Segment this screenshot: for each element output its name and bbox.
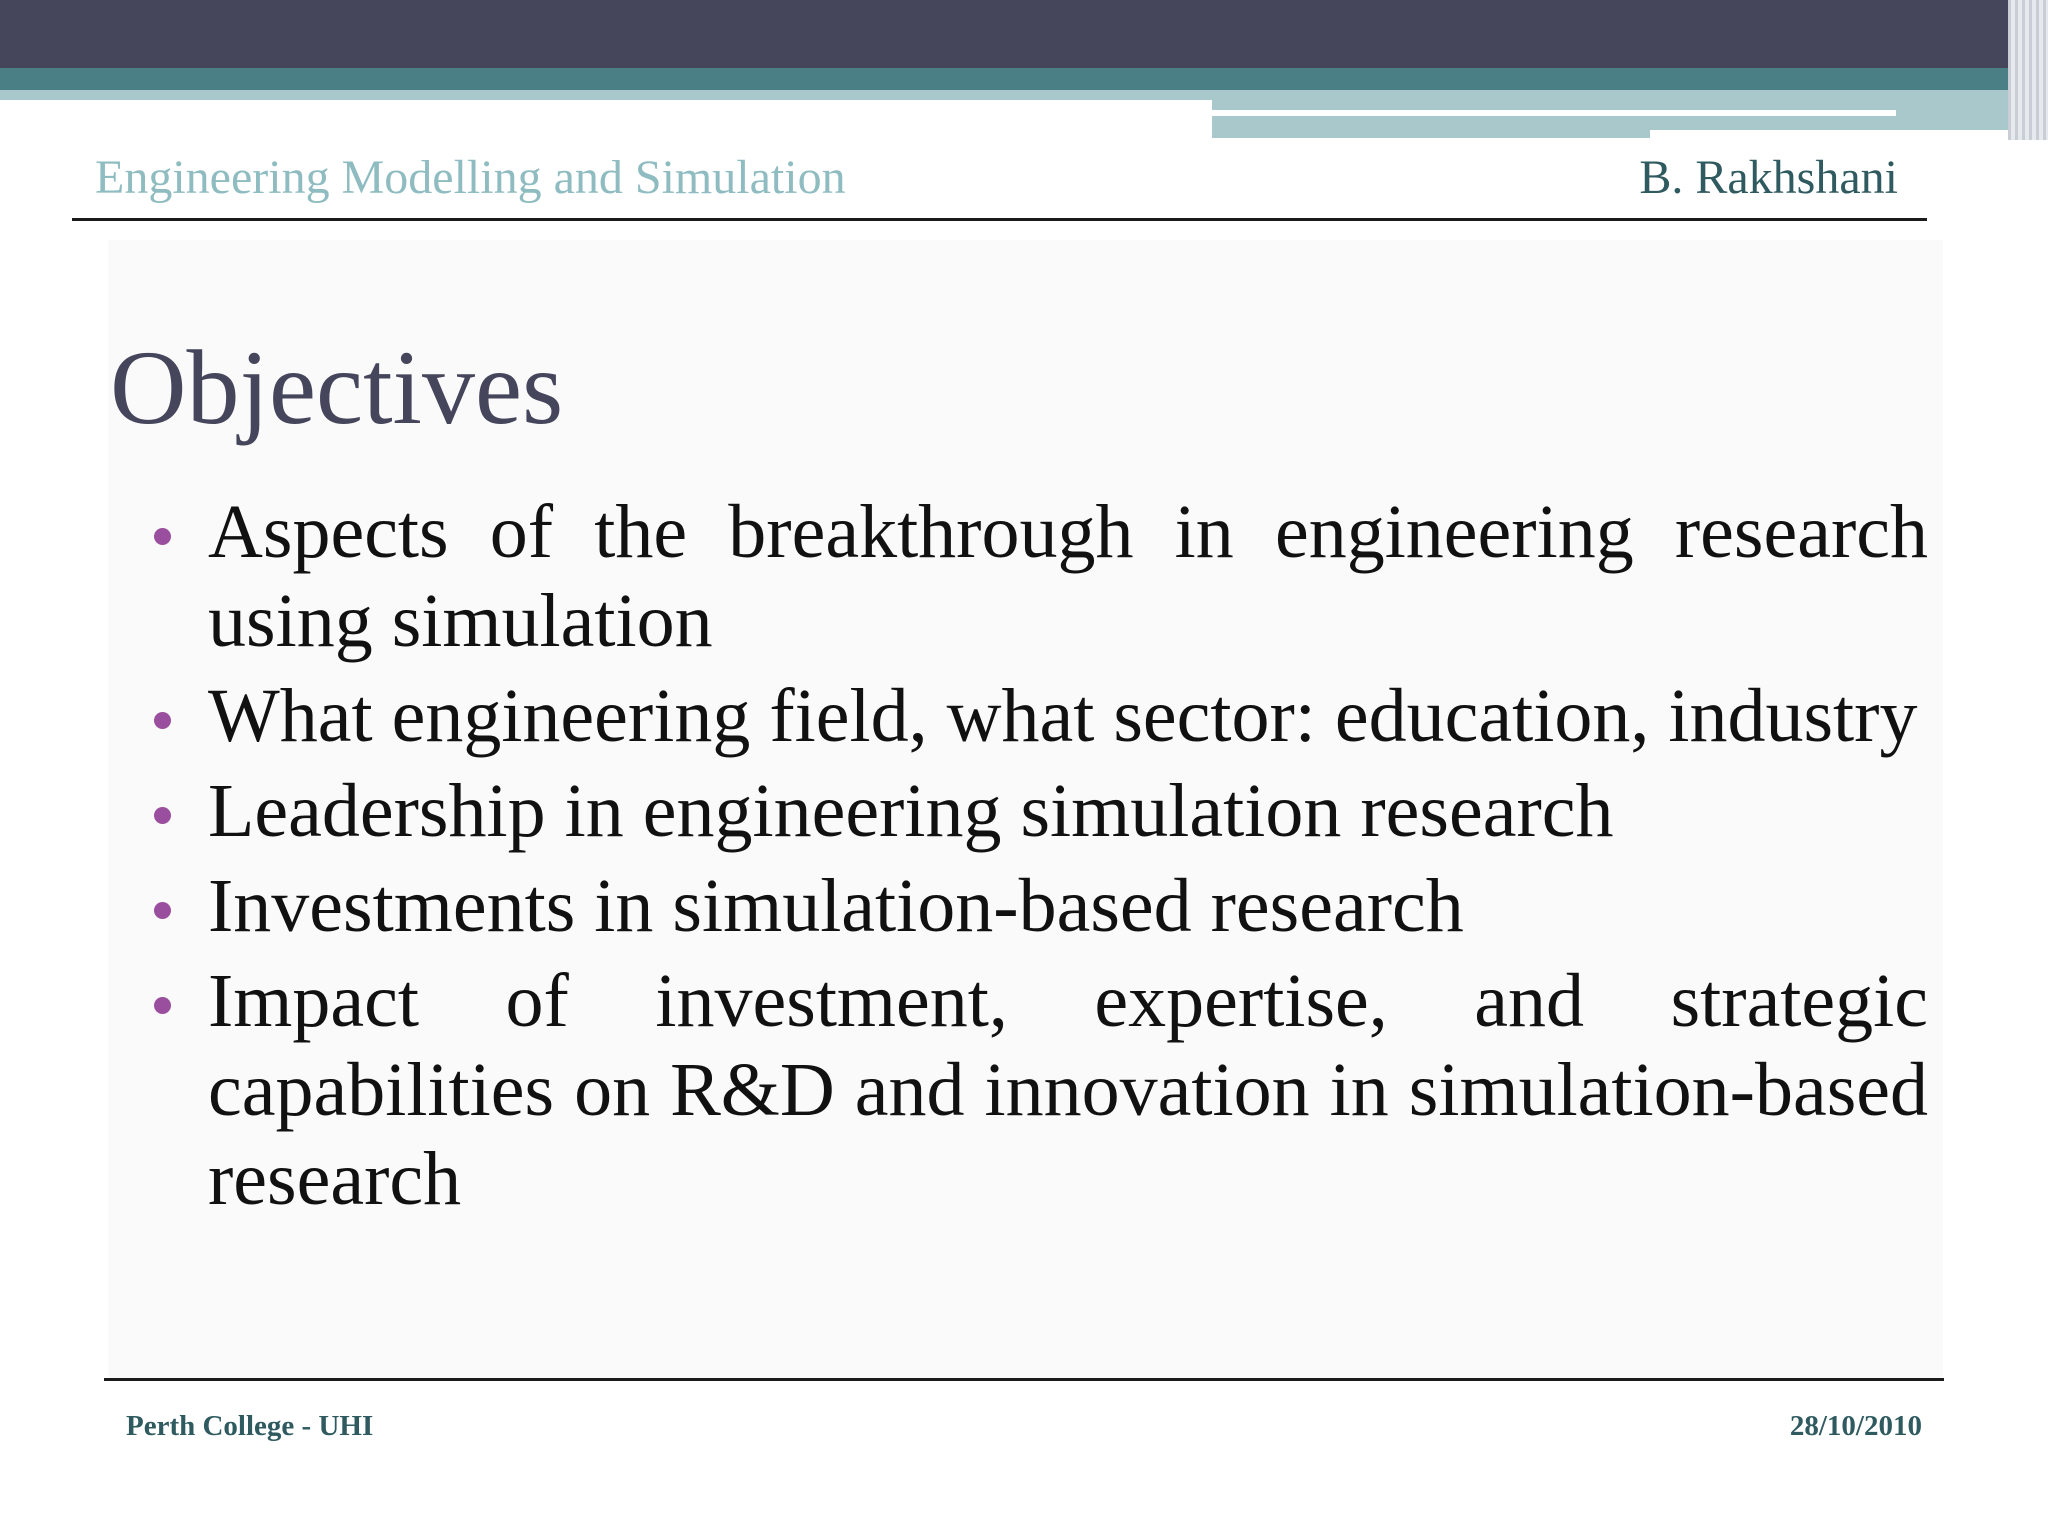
bullet-text: What engineering field, what sector: education, industry	[208, 674, 1918, 758]
banner-light-band-left	[0, 90, 1212, 100]
footer-date: 28/10/2010	[1789, 1410, 1922, 1442]
banner-white-line	[1212, 110, 1896, 116]
author-name: B. Rakhshani	[1639, 151, 1898, 204]
bullet-text: Leadership in engineering simulation research	[208, 769, 1614, 853]
bullet-item	[150, 672, 1928, 761]
bullet-dot-icon	[154, 997, 171, 1014]
bullet-item	[150, 957, 1928, 1224]
bullet-text: Aspects of the breakthrough in engineering research using simulation	[208, 490, 1928, 663]
bullet-item	[150, 862, 1928, 951]
bullet-item	[150, 488, 1928, 666]
bullet-dot-icon	[154, 528, 171, 545]
footer-institution: Perth College - UHI	[126, 1410, 374, 1442]
bullet-dot-icon	[154, 807, 171, 824]
bullet-item	[150, 767, 1928, 856]
bullet-dot-icon	[154, 902, 171, 919]
bullet-text: Impact of investment, expertise, and strategic capabilities on R&D and innovation in simulation-based research	[208, 959, 1928, 1221]
course-title: Engineering Modelling and Simulation	[95, 151, 846, 204]
slide-heading: Objectives	[110, 329, 564, 446]
footer-rule	[104, 1378, 1944, 1381]
bullet-text: Investments in simulation-based research	[208, 864, 1464, 948]
banner-dark-band	[0, 0, 2048, 68]
banner-cut	[1650, 130, 2048, 138]
header-rule	[72, 218, 1927, 221]
banner-teal-band	[0, 68, 2048, 90]
bullet-dot-icon	[154, 712, 171, 729]
bullet-list	[150, 488, 1928, 1230]
banner-right-stripes	[2008, 0, 2048, 140]
